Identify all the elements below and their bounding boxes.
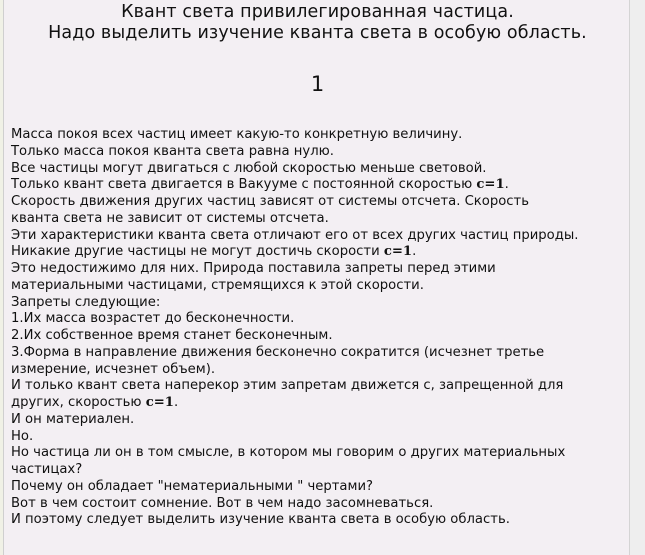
text-line: И поэтому следует выделить изучение кванта света в особую область. xyxy=(11,512,510,528)
title-line-1: Квант света привилегированная частица. xyxy=(121,2,514,22)
text-line: Запреты следующие: xyxy=(11,294,161,310)
text-line: Только квант света двигается в Вакууме с постоянной скоростью c=1. xyxy=(11,177,509,193)
document-title xyxy=(4,2,631,44)
formula-c1: c=1 xyxy=(476,177,505,193)
text-line: Но частица ли он в том смысле, в котором мы говорим о других материальных xyxy=(11,445,566,461)
document-page xyxy=(3,0,631,555)
text-line: измерение, исчезнет объем). xyxy=(11,361,216,377)
text-line: Эти характеристики кванта света отличают его от всех других частиц природы. xyxy=(11,227,579,243)
page-number: 1 xyxy=(310,72,325,96)
text-line: Почему он обладает "нематериальными " чертами? xyxy=(11,478,374,494)
text-line: других, скоростью c=1. xyxy=(11,395,179,410)
text-line: 1.Их масса возрастет до бесконечности. xyxy=(11,311,295,327)
text-line: Никакие другие частицы не могут достичь скорости c=1. xyxy=(11,244,417,260)
formula-c1: c=1 xyxy=(145,395,174,410)
text-line: Масса покоя всех частиц имеет какую-то конкретную величину. xyxy=(11,127,463,142)
text-line: И только квант света наперекор этим запретам движется с, запрещенной для xyxy=(11,378,564,394)
text-line: материальными частицами, стремящихся к этой скорости. xyxy=(11,277,424,293)
text-segment: других, скоростью xyxy=(11,395,146,410)
text-line: Но. xyxy=(11,428,34,444)
vertical-scrollbar[interactable] xyxy=(629,0,645,555)
formula-c1: c=1 xyxy=(383,244,413,260)
body-text xyxy=(11,127,626,529)
text-line: И он материален. xyxy=(11,411,135,427)
text-segment: Только квант света двигается в Вакууме с постоянной скоростью xyxy=(11,177,477,193)
text-line: кванта света не зависит от системы отсчета. xyxy=(11,210,329,226)
text-line: частицах? xyxy=(11,462,83,477)
text-segment: Никакие другие частицы не могут достичь скорости xyxy=(11,244,384,260)
title-line-2: Надо выделить изучение кванта света в особую область. xyxy=(48,23,587,43)
text-line: Все частицы могут двигаться с любой скоростью меньше световой. xyxy=(11,160,487,176)
text-line: Это недостижимо для них. Природа поставила запреты перед этими xyxy=(11,261,496,276)
text-line: Вот в чем состоит сомнение. Вот в чем надо засомневаться. xyxy=(11,495,434,511)
text-line: Скорость движения других частиц зависят от системы отсчета. Скорость xyxy=(11,194,529,209)
text-line: Только масса покоя кванта света равна нулю. xyxy=(11,143,334,159)
text-line: 2.Их собственное время станет бесконечным. xyxy=(11,328,333,343)
text-line: 3.Форма в направление движения бесконечно сократится (исчезнет третье xyxy=(11,344,545,360)
